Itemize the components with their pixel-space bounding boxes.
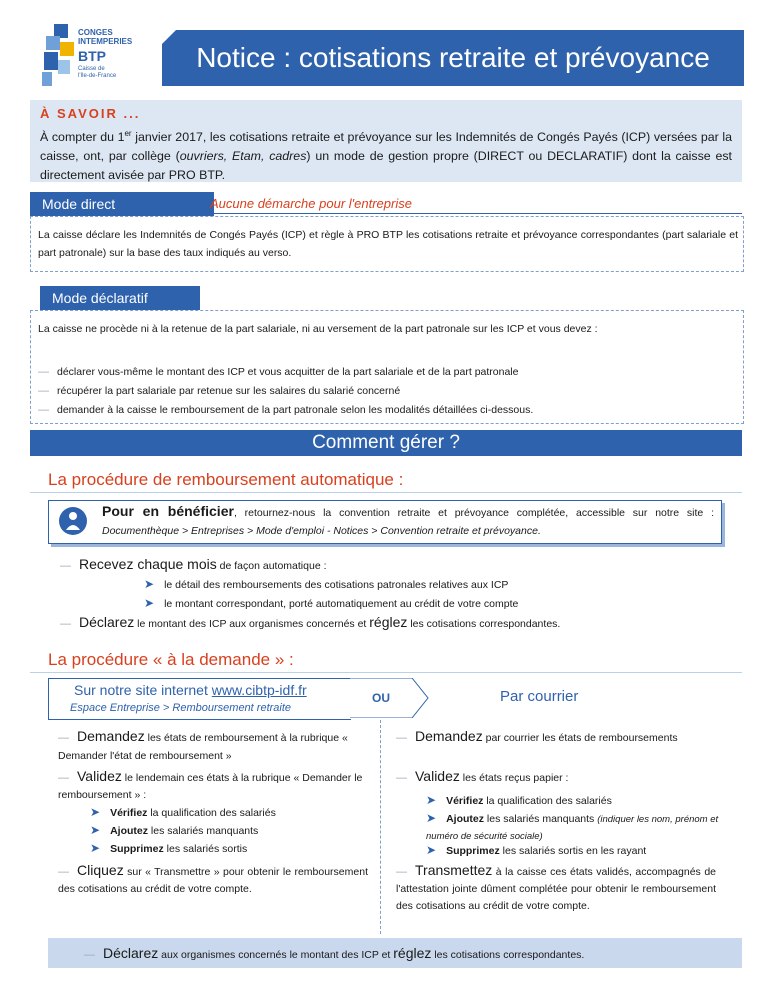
courrier-title: Par courrier <box>500 688 579 705</box>
recevez-line: — Recevez chaque mois de façon automatique : <box>60 556 327 572</box>
arrow-icon: ➤ <box>426 811 437 825</box>
site-path: Espace Entreprise > Remboursement retraite <box>70 702 292 714</box>
savoir-heading: À SAVOIR ... <box>40 106 141 121</box>
arrow-icon: ➤ <box>426 843 437 857</box>
list-item: — récupérer la part salariale par retenue sur les salaires du salarié concerné <box>38 385 401 397</box>
list-item: ➤ Supprimez les salariés sortis <box>90 841 248 855</box>
column-divider <box>380 720 381 934</box>
right-step-3: — Transmettez à la caisse ces états validés, accompagnés de l'attestation jointe dûment complétée pour obtenir le remboursement des cotisations au crédit de votre compte. <box>396 862 716 912</box>
right-step-1: — Demandez par courrier les états de remboursements <box>396 728 678 744</box>
right-step-2: — Validez les états reçus papier : <box>396 768 569 784</box>
savoir-text: À compter du 1er janvier 2017, les cotisations retraite et prévoyance sur les Indemnités de Congés Payés (ICP) versées par la caisse, ont, par collège (ouvriers, Etam, cadres) un mode de gestion propre (DIRECT ou DECLARATIF) dont la caisse est directement avisée par PRO BTP. <box>40 129 732 183</box>
list-item: ➤ Supprimez les salariés sortis en les rayant <box>426 843 647 857</box>
section-banner: Comment gérer ? <box>30 430 742 456</box>
list-item: — demander à la caisse le remboursement de la part patronale selon les modalités détaillées ci-dessous. <box>38 404 534 416</box>
auto-heading: La procédure de remboursement automatique : <box>48 470 404 489</box>
declarez-line: — Déclarez le montant des ICP aux organismes concernés et réglez les cotisations correspondantes. <box>60 614 561 630</box>
list-item: ➤ le montant correspondant, porté automatiquement au crédit de votre compte <box>144 596 519 610</box>
demande-heading: La procédure « à la demande » : <box>48 650 294 669</box>
mode-declaratif-tag: Mode déclaratif <box>40 286 200 310</box>
arrow-icon: ➤ <box>90 823 101 837</box>
logo <box>36 22 166 102</box>
logo-text-4: l'Ile-de-France <box>78 73 117 79</box>
site-title: Sur notre site internet www.cibtp-idf.fr <box>74 682 307 698</box>
left-step-1: — Demandez les états de remboursement à la rubrique « Demander l'état de remboursement » <box>58 728 348 762</box>
arrow-icon: ➤ <box>90 805 101 819</box>
ou-label: OU <box>372 691 390 705</box>
arrow-icon: ➤ <box>144 577 155 591</box>
arrow-icon: ➤ <box>144 596 155 610</box>
divider <box>30 492 742 493</box>
mode-direct-tag: Mode direct <box>30 192 214 216</box>
footer-banner: — Déclarez aux organismes concernés le montant des ICP et réglez les cotisations correspondantes. <box>48 938 742 968</box>
ou-arrow-icon <box>350 678 430 718</box>
logo-text-1: CONGES <box>78 28 113 37</box>
page-title: Notice : cotisations retraite et prévoyance <box>162 30 744 86</box>
list-item: ➤ Vérifiez la qualification des salariés <box>90 805 276 819</box>
list-item: ➤ Vérifiez la qualification des salariés <box>426 793 612 807</box>
list-item: ➤ Ajoutez les salariés manquants <box>90 823 259 837</box>
mode-direct-note: Aucune démarche pour l'entreprise <box>210 196 412 211</box>
logo-text-3: Caisse de <box>78 66 105 72</box>
mode-declaratif-text: La caisse ne procède ni à la retenue de la part salariale, ni au versement de la part patronale sur les ICP et vous devez : <box>38 323 598 335</box>
title-corner <box>162 30 176 44</box>
arrow-icon: ➤ <box>426 793 437 807</box>
divider <box>190 213 742 214</box>
info-person-icon <box>58 506 88 536</box>
list-item: ➤ le détail des remboursements des cotisations patronales relatives aux ICP <box>144 577 509 591</box>
divider <box>30 672 742 673</box>
mode-direct-text: La caisse déclare les Indemnités de Congés Payés (ICP) et règle à PRO BTP les cotisations retraite et prévoyance correspondantes (part salariale et part patronale) sur la base des taux indiqués au verso. <box>38 229 738 259</box>
site-link[interactable]: www.cibtp-idf.fr <box>211 682 307 698</box>
left-step-2: — Validez le lendemain ces états à la rubrique « Demander le remboursement » : <box>58 768 363 801</box>
logo-text-2: INTEMPERIES <box>78 37 133 46</box>
list-item: — déclarer vous-même le montant des ICP et vous acquitter de la part salariale et de la part patronale <box>38 366 519 378</box>
logo-btp: BTP <box>78 48 106 64</box>
list-item: ➤ Ajoutez les salariés manquants (indiquer les nom, prénom et numéro de sécurité sociale) <box>426 811 719 842</box>
left-step-3: — Cliquez sur « Transmettre » pour obtenir le remboursement des cotisations au crédit de votre compte. <box>58 862 368 895</box>
convention-text: Pour en bénéficier, retournez-nous la convention retraite et prévoyance complétée, accessible sur notre site : Documenthèque > Entreprises > Mode d'emploi - Notices > Convention retraite et prévoyance. <box>102 503 715 537</box>
arrow-icon: ➤ <box>90 841 101 855</box>
logo-mark-icon <box>36 22 84 98</box>
